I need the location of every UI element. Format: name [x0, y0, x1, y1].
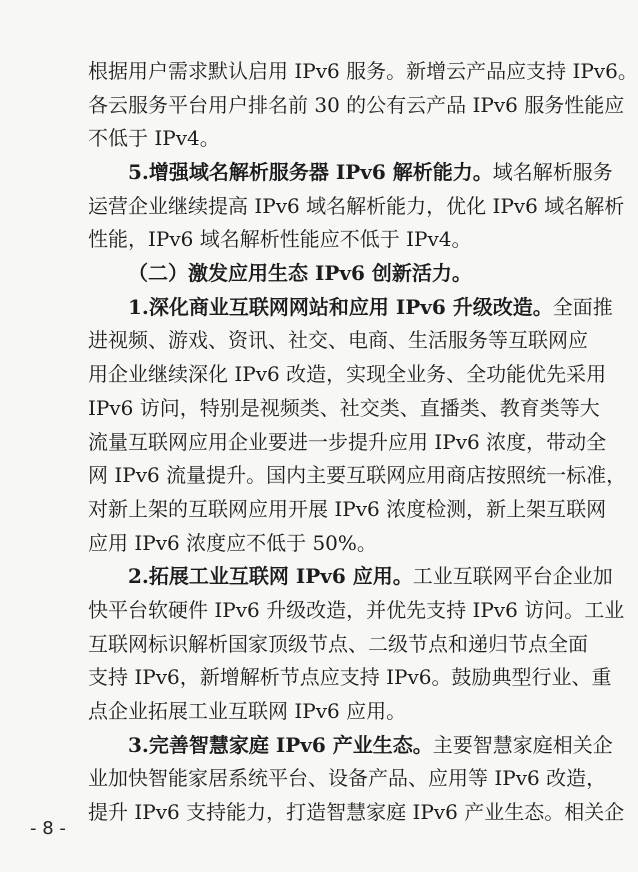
- text-line: [0, 57, 638, 85]
- text-line: [0, 326, 600, 354]
- text-line: [0, 731, 613, 759]
- text-line-content: 全面推: [552, 295, 613, 319]
- text-line-content: 用企业继续深化 IPv6 改造，实现全业务、全功能优先采用: [88, 362, 607, 386]
- text-line-content: 域名解析服务: [492, 160, 613, 184]
- text-line: [0, 360, 607, 388]
- text-line-content: 业加快智能家居系统平台、设备产品、应用等 IPv6 改造，: [88, 766, 607, 790]
- text-line-content: 快平台软硬件 IPv6 升级改造，并优先支持 IPv6 访问。工业: [88, 598, 625, 622]
- text-line-content: 提升 IPv6 支持能力，打造智慧家庭 IPv6 产业生态。相关企: [88, 800, 625, 824]
- text-line-content: IPv6 访问，特别是视频类、社交类、直播类、教育类等大: [88, 396, 600, 420]
- text-line-content: 性能，IPv6 域名解析性能应不低于 IPv4。: [88, 227, 472, 251]
- text-line: [0, 529, 600, 557]
- text-line-content: 工业互联网平台企业加: [412, 564, 613, 588]
- text-line-content: 根据用户需求默认启用 IPv6 服务。新增云产品应支持 IPv6。: [88, 59, 638, 83]
- text-line: [0, 428, 607, 456]
- text-line-content: 点企业拓展工业互联网 IPv6 应用。: [88, 699, 407, 723]
- text-line-content: 网 IPv6 流量提升。国内主要互联网应用商店按照统一标准，: [88, 463, 627, 487]
- section-title: [0, 259, 600, 287]
- text-line: [0, 562, 613, 590]
- text-line-content: 运营企业继续提高 IPv6 域名解析能力，优化 IPv6 域名解析: [88, 194, 625, 218]
- text-line: [0, 663, 612, 691]
- text-line-content: 互联网标识解析国家顶级节点、二级节点和递归节点全面: [88, 632, 588, 656]
- item-heading: 3.完善智慧家庭 IPv6 产业生态。: [128, 733, 433, 757]
- text-line: [0, 697, 600, 725]
- text-line: [0, 124, 600, 152]
- text-line: [0, 394, 600, 422]
- text-line-content: 支持 IPv6，新增解析节点应支持 IPv6。鼓励典型行业、重: [88, 665, 612, 689]
- text-line: [0, 461, 627, 489]
- text-line-content: 进视频、游戏、资讯、社交、电商、生活服务等互联网应: [88, 328, 588, 352]
- text-line-content: 主要智慧家庭相关企: [432, 733, 613, 757]
- text-line-content: 各云服务平台用户排名前 30 的公有云产品 IPv6 服务性能应: [88, 93, 625, 117]
- text-line: [0, 225, 600, 253]
- text-line-content: 应用 IPv6 浓度应不低于 50%。: [88, 531, 377, 555]
- text-line-content: 对新上架的互联网应用开展 IPv6 浓度检测，新上架互联网: [88, 497, 607, 521]
- text-line-content: 流量互联网应用企业要进一步提升应用 IPv6 浓度，带动全: [88, 430, 607, 454]
- text-line: [0, 158, 613, 186]
- text-line: [0, 192, 625, 220]
- text-line: [0, 596, 625, 624]
- text-line: [0, 764, 607, 792]
- text-line: [0, 798, 625, 826]
- text-line: [0, 293, 613, 321]
- item-heading: 1.深化商业互联网网站和应用 IPv6 升级改造。: [128, 295, 553, 319]
- text-line: [0, 630, 600, 658]
- page-number: - 8 -: [30, 818, 66, 839]
- section-title-text: （二）激发应用生态 IPv6 创新活力。: [128, 261, 472, 285]
- text-line: [0, 91, 625, 119]
- item-heading: 5.增强域名解析服务器 IPv6 解析能力。: [128, 160, 493, 184]
- text-line-content: 不低于 IPv4。: [88, 126, 220, 150]
- item-heading: 2.拓展工业互联网 IPv6 应用。: [128, 564, 413, 588]
- text-line: [0, 495, 607, 523]
